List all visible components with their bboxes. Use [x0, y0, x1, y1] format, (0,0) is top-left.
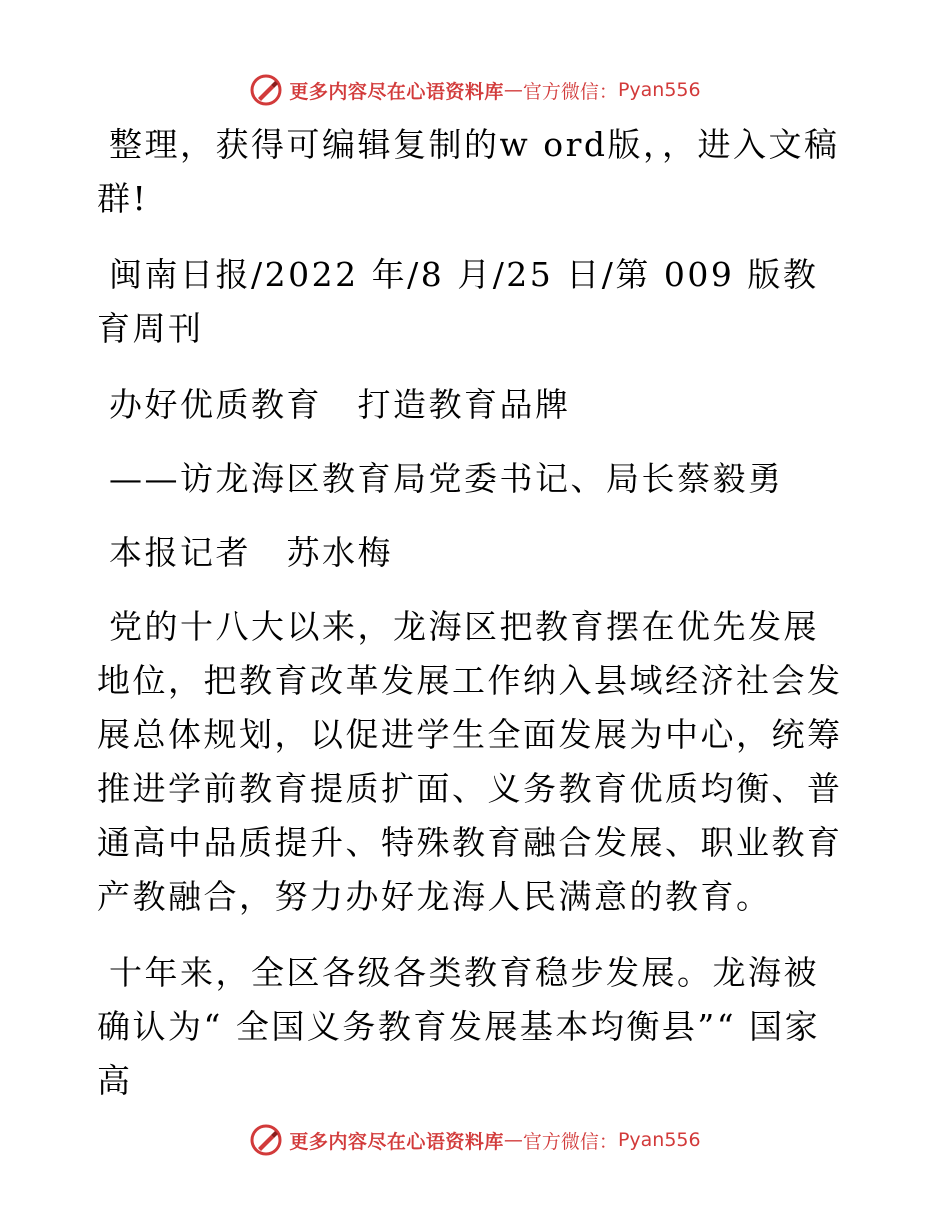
watermark-brand: 更多内容尽在心语资料库: [289, 80, 504, 103]
watermark-label: 官方微信：: [522, 1130, 618, 1153]
watermark-separator: —: [503, 79, 523, 101]
header-watermark: [0, 70, 950, 110]
watermark-separator: —: [503, 1129, 523, 1151]
article-subtitle: ——访龙海区教育局党委书记、局长蔡毅勇: [109, 459, 784, 498]
pen-circle-logo-icon: [249, 73, 283, 107]
watermark-wechat-id: Pyan556: [617, 1129, 701, 1151]
watermark-label: 官方微信：: [522, 80, 618, 103]
paragraph-source: 闽南日报/2022 年/8 月/25 日/第 009 版教育周刊: [97, 255, 819, 348]
article-title: 办好优质教育 打造教育品牌: [109, 385, 571, 424]
footer-watermark: [0, 1120, 950, 1160]
paragraph-intro: 整理，获得可编辑复制的w ord版，，进入文稿群!: [97, 125, 840, 218]
pen-circle-logo-icon: [249, 1123, 283, 1157]
document-body: [97, 118, 853, 1130]
watermark-wechat-id: Pyan556: [617, 79, 701, 101]
paragraph-body-1: 党的十八大以来，龙海区把教育摆在优先发展地位，把教育改革发展工作纳入县域经济社会发展总体规划，以促进学生全面发展为中心，统筹推进学前教育提质扩面、义务教育优质均衡、普通高中品质提升、特殊教育融合发展、职业教育产教融合，努力办好龙海人民满意的教育。: [97, 607, 843, 916]
article-byline: 本报记者 苏水梅: [109, 533, 393, 572]
paragraph-body-2: 十年来，全区各级各类教育稳步发展。龙海被确认为“ 全国义务教育发展基本均衡县”“ 国家高: [97, 953, 821, 1100]
watermark-brand: 更多内容尽在心语资料库: [289, 1130, 504, 1153]
